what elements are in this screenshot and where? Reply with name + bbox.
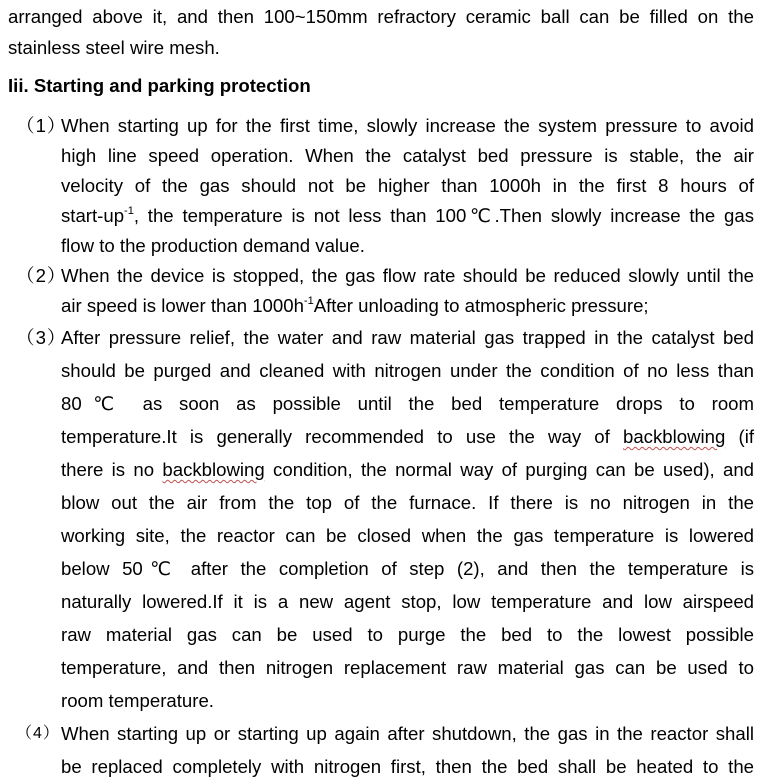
item-3-number: （3） (16, 327, 67, 348)
item-3-line-4-start: temperature.It is generally recommended to use the way of (61, 426, 623, 447)
item-4-line-1: When starting up or starting up again after shutdown, the gas in the reactor shall (61, 723, 754, 744)
item-3-line-12: room temperature. (61, 690, 214, 711)
intro-line-1: arranged above it, and then 100~150mm refractory ceramic ball can be filled on the (8, 6, 754, 27)
item-3-line-7: working site, the reactor can be closed when the gas temperature is lowered (61, 525, 754, 546)
spellcheck-word: backblowing (162, 459, 265, 480)
item-3-line-8: below 50℃ after the completion of step (2), and then the temperature is (61, 558, 754, 579)
item-1-line-1: When starting up for the first time, slowly increase the system pressure to avoid (61, 115, 754, 136)
item-3-line-2: should be purged and cleaned with nitrogen under the condition of no less than (61, 360, 754, 381)
item-4-number: （4） (16, 725, 60, 742)
item-3-line-9: naturally lowered.If it is a new agent stop, low temperature and low airspeed (61, 591, 754, 612)
item-2-number: （2） (16, 265, 67, 286)
item-1-line-5: flow to the production demand value. (61, 235, 365, 256)
item-3-line-5 (61, 459, 754, 481)
superscript-minus-one: -1 (124, 204, 134, 217)
item-1-line-4 (61, 205, 754, 227)
spellcheck-word: backblowing (622, 426, 726, 447)
section-heading: Iii. Starting and parking protection (8, 75, 311, 96)
item-2-line-2 (61, 295, 649, 317)
item-3-line-11: temperature, and then nitrogen replacement raw material gas can be used to (61, 657, 754, 678)
item-3-line-3: 80℃ as soon as possible until the bed temperature drops to room (61, 393, 754, 414)
item-1-line-2: high line speed operation. When the catalyst bed pressure is stable, the air (61, 145, 754, 166)
item-3-line-1: After pressure relief, the water and raw material gas trapped in the catalyst bed (61, 327, 754, 348)
intro-line-2: stainless steel wire mesh. (8, 37, 220, 58)
item-1-line-4-end: , the temperature is not less than 100℃.Then slowly increase the gas (133, 205, 754, 226)
item-1-number: （1） (16, 115, 67, 136)
superscript-minus-one: -1 (303, 294, 314, 307)
item-2-line-2-end: After unloading to atmospheric pressure; (313, 295, 649, 316)
item-3-line-4 (61, 426, 754, 448)
item-3-line-4-end: (if (725, 426, 754, 447)
item-1-line-3: velocity of the gas should not be higher than 1000h in the first 8 hours of (61, 175, 754, 196)
item-4-line-2: be replaced completely with nitrogen first, then the bed shall be heated to the (61, 756, 754, 777)
item-2-line-1: When the device is stopped, the gas flow rate should be reduced slowly until the (61, 265, 754, 286)
item-3-line-6: blow out the air from the top of the furnace. If there is no nitrogen in the (61, 492, 754, 513)
item-3-line-5-end: condition, the normal way of purging can be used), and (264, 459, 754, 480)
item-2-line-2-start: air speed is lower than 1000h (61, 295, 304, 316)
item-3-line-5-start: there is no (61, 459, 163, 480)
item-1-line-4-start: start-up (61, 205, 125, 226)
item-3-line-10: raw material gas can be used to purge the bed to the lowest possible (61, 624, 754, 645)
